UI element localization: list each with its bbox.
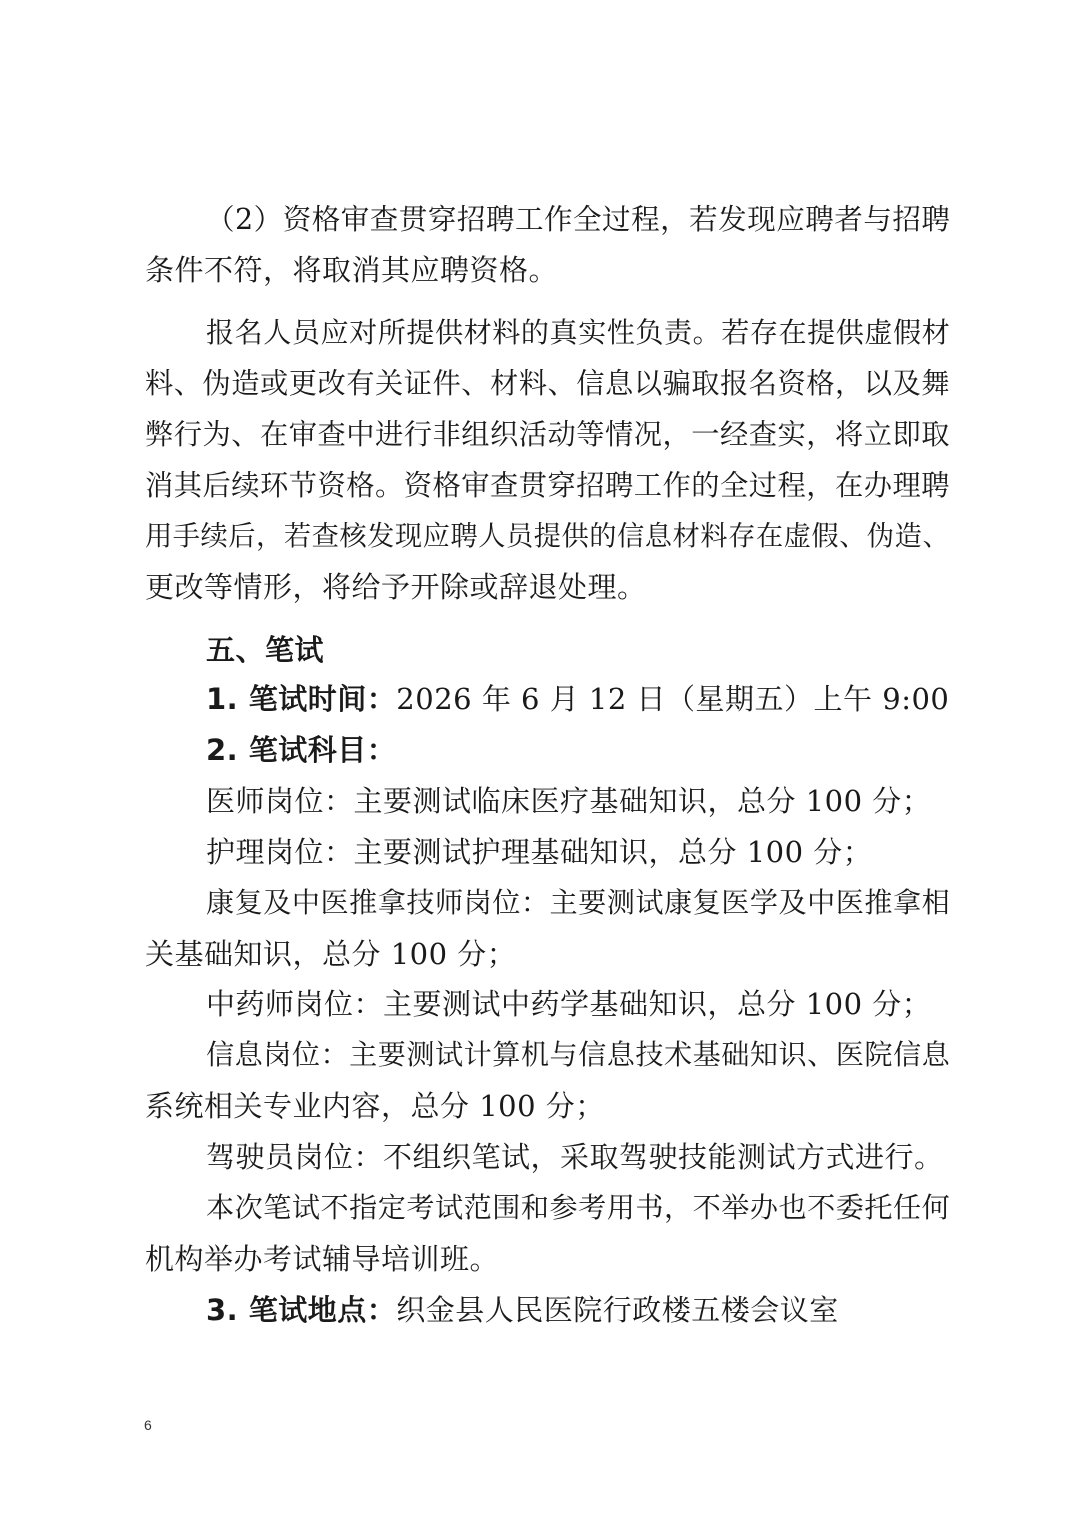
subject-info-l1: 信息岗位：主要测试计算机与信息技术基础知识、医院信息 — [206, 1038, 951, 1071]
para-truthfulness-l2: 料、伪造或更改有关证件、材料、信息以骗取报名资格，以及舞 — [145, 367, 950, 400]
exam-note-l1: 本次笔试不指定考试范围和参考用书，不举办也不委托任何 — [206, 1191, 951, 1224]
exam-location-line — [206, 1290, 839, 1330]
para-qualification-l2: 条件不符，将取消其应聘资格。 — [145, 253, 559, 287]
para-truthfulness-l6: 更改等情形，将给予开除或辞退处理。 — [145, 570, 647, 604]
para-truthfulness-l1: 报名人员应对所提供材料的真实性负责。若存在提供虚假材 — [206, 316, 951, 349]
page-number: 6 — [144, 1417, 152, 1433]
exam-note-l2: 机构举办考试辅导培训班。 — [145, 1242, 500, 1276]
exam-time-line — [206, 679, 949, 719]
subject-driver: 驾驶员岗位：不组织笔试，采取驾驶技能测试方式进行。 — [206, 1140, 944, 1174]
para-truthfulness-l3: 弊行为、在审查中进行非组织活动等情况，一经查实，将立即取 — [145, 418, 950, 451]
exam-time-label: 1. 笔试时间： — [206, 682, 397, 716]
exam-location-label: 3. 笔试地点： — [206, 1293, 397, 1327]
exam-location-value: 织金县人民医院行政楼五楼会议室 — [396, 1293, 839, 1327]
exam-subject-label: 2. 笔试科目： — [206, 733, 397, 767]
para-qualification-l1: （2）资格审查贯穿招聘工作全过程，若发现应聘者与招聘 — [206, 203, 951, 236]
subject-info-l2: 系统相关专业内容，总分 100 分； — [145, 1089, 605, 1123]
subject-doctor: 医师岗位：主要测试临床医疗基础知识，总分 100 分； — [206, 784, 932, 818]
subject-rehab-l1: 康复及中医推拿技师岗位：主要测试康复医学及中医推拿相 — [206, 886, 951, 919]
subject-tcm: 中药师岗位：主要测试中药学基础知识，总分 100 分； — [206, 987, 932, 1021]
exam-time-value: 2026 年 6 月 12 日（星期五）上午 9:00 — [396, 682, 950, 716]
para-truthfulness-l5: 用手续后，若查核发现应聘人员提供的信息材料存在虚假、伪造、 — [145, 521, 951, 552]
para-truthfulness-l4: 消其后续环节资格。资格审查贯穿招聘工作的全过程，在办理聘 — [145, 469, 950, 502]
section-heading-written-exam: 五、笔试 — [206, 633, 325, 667]
subject-rehab-l2: 关基础知识，总分 100 分； — [145, 937, 517, 971]
subject-nurse: 护理岗位：主要测试护理基础知识，总分 100 分； — [206, 835, 873, 869]
